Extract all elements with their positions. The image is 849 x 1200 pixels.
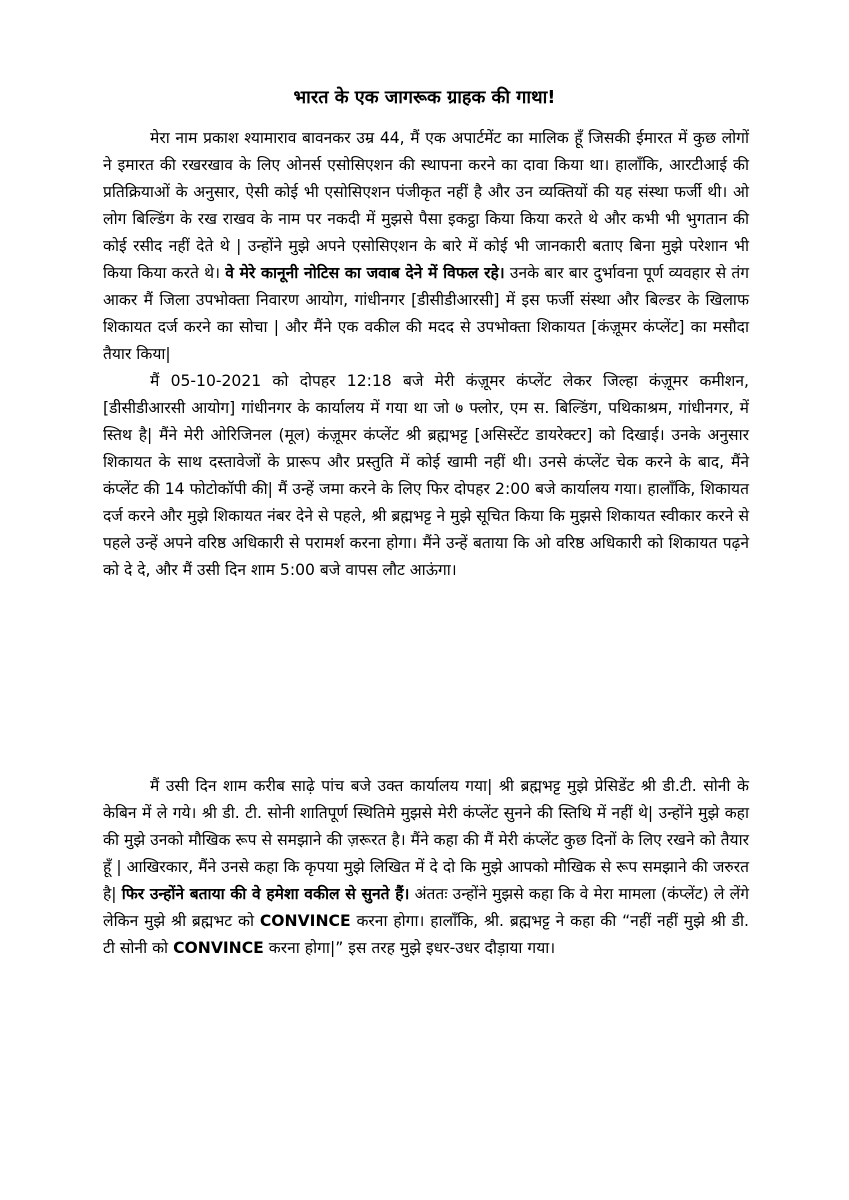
paragraph-1-text-b: उनके बार बार दुर्भावना पूर्ण व्यवहार से तंग आकर मैं जिला उपभोक्ता निवारण आयोग, गांधीनगर [डीसीडीआरसी] में इस फर्जी संस्था और बिल्डर के खिलाफ शिकायत दर्ज करने का सोचा | और मैंने एक वकील की मदद से उपभोक्ता शिकायत [कंज़ूमर कंप्लेंट] का मसौदा तैयार किया| (103, 264, 750, 363)
paragraph-3-bold-convince-2: CONVINCE (173, 939, 264, 957)
paragraph-2-text: मैं 05-10-2021 को दोपहर 12:18 बजे मेरी कंज़ूमर कंप्लेंट लेकर जिल्हा कंज़ूमर कमीशन, [डीसीडीआरसी आयोग] गांधीनगर के कार्यालय में गया था जो ७ फ्लोर, एम स. बिल्डिंग, पथिकाश्रम, गांधीनगर, में स्तिथ है| मैंने मेरी ओरिजिनल (मूल) कंज़ूमर कंप्लेंट श्री ब्रह्मभट्ट [असिस्टेंट डायरेक्टर] को दिखाई। उनके अनुसार शिकायत के साथ दस्तावेजों के प्रारूप और प्रस्तुति में कोई खामी नहीं थी। उनसे कंप्लेंट चेक करने के बाद, मैंने कंप्लेंट की 14 फोटोकॉपी की| मैं उन्हें जमा करने के लिए फिर दोपहर 2:00 बजे कार्यालय गया। हालाँकि, शिकायत दर्ज करने और मुझे शिकायत नंबर देने से पहले, श्री ब्रह्मभट्ट ने मुझे सूचित किया कि मुझसे शिकायत स्वीकार करने से पहले उन्हें अपने वरिष्ठ अधिकारी से परामर्श करना होगा। मैंने उन्हें बताया कि ओ वरिष्ठ अधिकारी को शिकायत पढ़ने को दे दे, और मैं उसी दिन शाम 5:00 बजे वापस लौट आऊंगा। (103, 372, 749, 579)
paragraph-1-bold-notice: वे मेरे कानूनी नोटिस का जवाब देने में विफल रहे। (225, 264, 505, 282)
paragraph-3-text-a: मैं उसी दिन शाम करीब साढ़े पांच बजे उक्त कार्यालय गया| श्री ब्रह्मभट्ट मुझे प्रेसिडेंट श्री डी.टी. सोनी के केबिन में ले गये। श्री डी. टी. सोनी शातिपूर्ण स्थितिमे मुझसे मेरी कंप्लेंट सुनने की स्तिथि में नहीं थे| उन्होंने मुझे कहा की मुझे उनको मौखिक रूप से समझाने की ज़रूरत है। मैंने कहा की मैं मेरी कंप्लेंट कुछ दिनों के लिए रखने को तैयार हूँ | आखिरकार, मैंने उनसे कहा कि कृपया मुझे लिखित में दे दो कि मुझे आपको मौखिक से रूप समझाने की जरुरत है| (103, 777, 749, 903)
paragraph-3-bold-convince-1: CONVINCE (259, 912, 351, 930)
paragraph-3-bold-lawyer: फिर उन्होंने बताया की वे हमेशा वकील से सुनते हैं। (121, 885, 410, 903)
paragraph-3-text-d: करना होगा|” इस तरह मुझे इधर-उधर दौड़ाया गया। (263, 939, 556, 957)
paragraph-1 (103, 125, 749, 368)
paragraph-3-text-b: अंततः उन्होंने मुझसे कहा कि वे मेरा मामला (कंप्लेंट) ले लेंगे लेकिन मुझे श्री ब्रह्मभट को (103, 885, 749, 930)
document-title: भारत के एक जागरूक ग्राहक की गाथा! (293, 87, 556, 108)
paragraph-1-text-a: मेरा नाम प्रकाश श्यामाराव बावनकर उम्र 44, मैं एक अपार्टमेंट का मालिक हूँ जिसकी ईमारत में कुछ लोगों ने इमारत की रखरखाव के लिए ओनर्स एसोसिएशन की स्थापना करने का दावा किया था। हालाँकि, आरटीआई की प्रतिक्रियाओं के अनुसार, ऐसी कोई भी एसोसिएशन पंजीकृत नहीं है और उन व्यक्तियों की यह संस्था फर्जी थी। ओ लोग बिल्डिंग के रख राखव के नाम पर नकदी में मुझसे पैसा इकट्ठा किया किया करते थे और कभी भी भुगतान की कोई रसीद नहीं देते थे | उन्होंने मुझे अपने एसोसिएशन के बारे में कोई भी जानकारी बताए बिना मुझे परेशान भी किया किया करते थे। (103, 129, 749, 282)
paragraph-2 (103, 368, 749, 584)
paragraph-3 (103, 773, 749, 962)
paragraph-3-text-c: करना होगा। हालाँकि, श्री. ब्रह्मभट्ट ने कहा की “नहीं नहीं मुझे श्री डी. टी सोनी को (103, 912, 749, 957)
